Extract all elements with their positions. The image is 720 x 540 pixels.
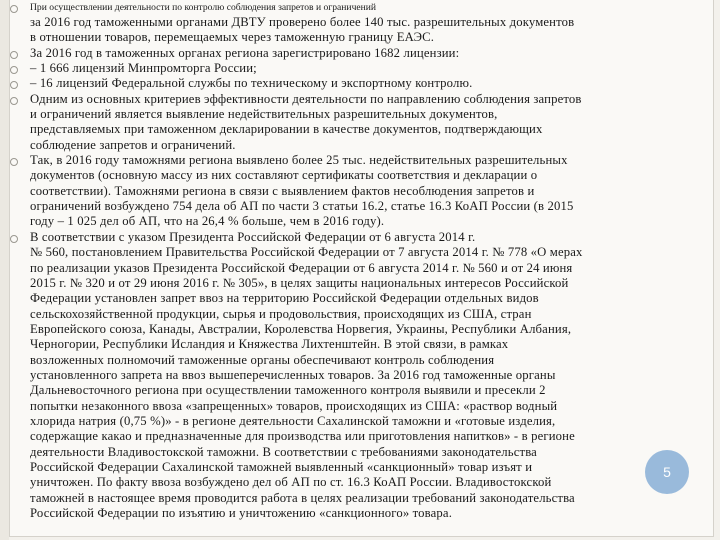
list-item (10, 153, 700, 230)
slide-heading: При осуществлении деятельности по контролю соблюдения запретов и ограничений (30, 2, 377, 13)
list-item (10, 61, 700, 76)
slide-left-margin (0, 0, 9, 540)
bullet-icon (10, 97, 18, 105)
list-item (10, 46, 700, 61)
list-item (10, 230, 700, 522)
list-item (10, 0, 700, 15)
paragraph-text: В соответствии с указом Президента Российской Федерации от 6 августа 2014 г. № 560, постановлением Правительства Российской Федерации от 7 августа 2014 г. № 778 «О мерах по реализации указов Президента Российской Федерации от 6 августа 2014 г. № 560 и от 24 июня 2015 г. № 320 и от 29 июня 2016 г. № 305», в целях защиты национальных интересов Российской Федерации установлен запрет ввоз на территорию Российской Федерации отдельных видов сельскохозяйственной продукции, сырья и продовольствия, происходящих из США, стран Европейского союза, Канады, Австралии, Королевства Норвегия, Украины, Республики Албания, Черногории, Республики Исландия и Княжества Лихтенштейн. В этой связи, в рамках возложенных полномочий таможенные органы обеспечивают контроль соблюдения установленного запрета на ввоз вышеперечисленных товаров. За 2016 год таможенные органы Дальневосточного региона при осуществлении таможенного контроля выявили и пресекли 2 попытки незаконного ввоза «запрещенных» товаров, происходящих из США: «раствор водный хлорида натрия (0,75 %)» - в регионе деятельности Сахалинской таможни и «готовые изделия, содержащие какао и предназначенные для производства или приготовления напитков» - в регионе деятельности Владивостокской таможни. В соответствии с требованиями законодательства Российской Федерации Сахалинской таможней выявленный «санкционный» товар изъят и уничтожен. По факту ввоза возбуждено дел об АП по ст. 16.3 КоАП России. Владивостокской таможней в настоящее время проводится работа в целях реализации требований законодательства Российской Федерации по изъятию и уничтожению «санкционного» товара. (30, 229, 583, 520)
bullet-icon (10, 51, 18, 59)
bullet-list (10, 0, 700, 521)
bullet-icon (10, 81, 18, 89)
bullet-icon (10, 158, 18, 166)
list-item (10, 92, 700, 153)
paragraph-text: Одним из основных критериев эффективности деятельности по направлению соблюдения запретов и ограничений является выявление недействительных разрешительных документов, представляемых при таможенном декларировании в качестве документов, подтверждающих соблюдение запретов и ограничений. (30, 91, 582, 152)
list-item (10, 15, 700, 46)
paragraph-text: За 2016 год в таможенных органах региона зарегистрировано 1682 лицензии: (30, 45, 460, 60)
paragraph-text: – 1 666 лицензий Минпромторга России; (30, 61, 257, 76)
paragraph-text: – 16 лицензий Федеральной службы по техническому и экспортному контролю. (30, 76, 473, 91)
page-number-badge: 5 (645, 450, 689, 494)
paragraph-text: Так, в 2016 году таможнями региона выявлено более 25 тыс. недействительных разрешительных документов (основную массу из них составляют сертификаты соответствия и декларации о соответствии). Таможнями региона в связи с выявлением фактов несоблюдения запретов и ограничений возбуждено 754 дела об АП по части 3 статьи 16.2, статье 16.3 КоАП России (в 2015 году – 1 025 дел об АП, что на 26,4 % больше, чем в 2016 году). (30, 153, 574, 229)
paragraph-text: за 2016 год таможенными органами ДВТУ проверено более 140 тыс. разрешительных документов в отношении товаров, перемещаемых через таможенную границу ЕАЭС. (30, 15, 575, 45)
list-item (10, 76, 700, 91)
bullet-icon (10, 235, 18, 243)
bullet-icon (10, 66, 18, 74)
bullet-icon (10, 5, 18, 13)
